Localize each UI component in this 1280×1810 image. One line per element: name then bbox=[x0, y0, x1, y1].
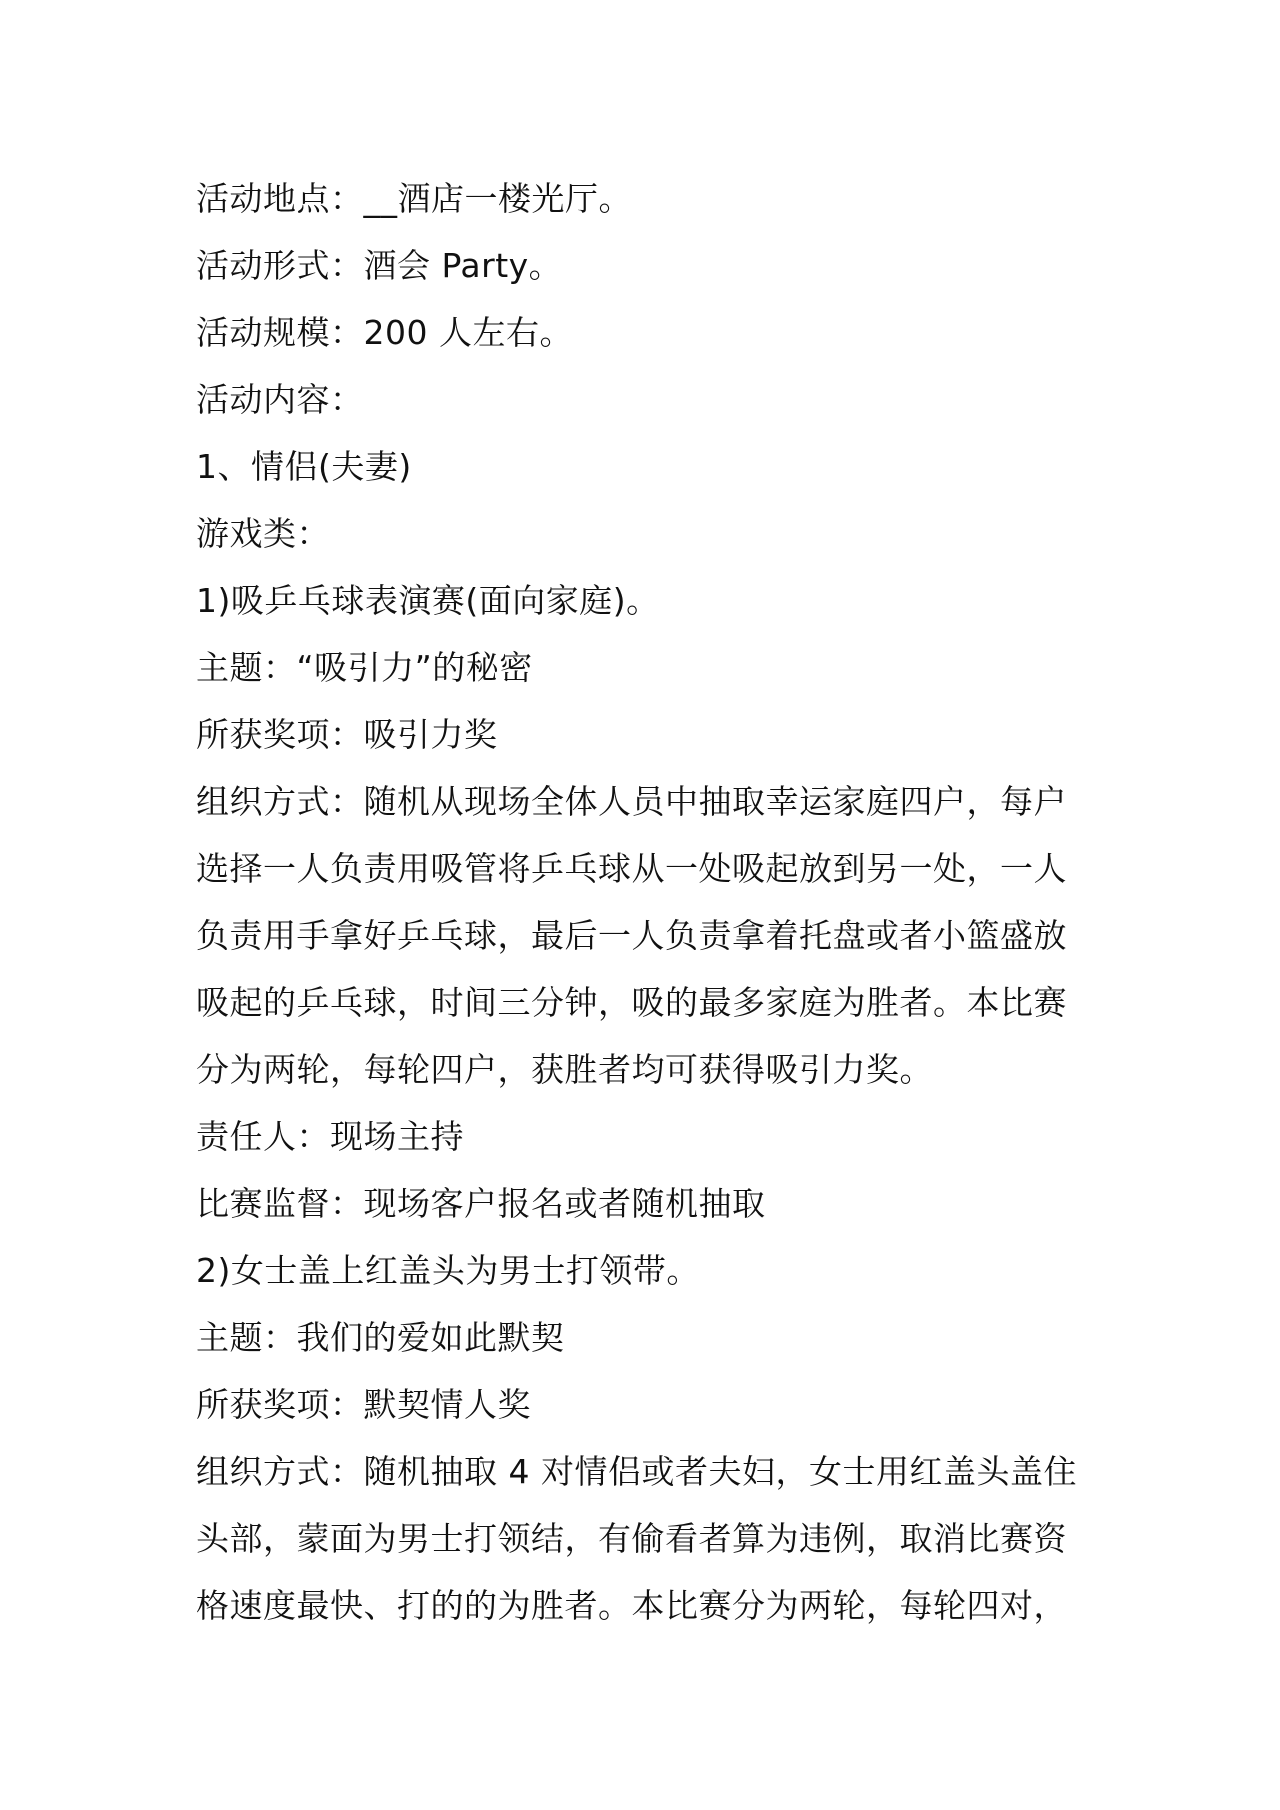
game-1-method-line: 吸起的乒乓球，时间三分钟，吸的最多家庭为胜者。本比赛 bbox=[196, 983, 1067, 1022]
game-1-method-line: 组织方式：随机从现场全体人员中抽取幸运家庭四户，每户 bbox=[196, 782, 1067, 821]
scale-line: 活动规模：200 人左右。 bbox=[196, 313, 573, 352]
game-1-method-line: 选择一人负责用吸管将乒乓球从一处吸起放到另一处，一人 bbox=[196, 849, 1067, 888]
game-1-theme: 主题：“吸引力”的秘密 bbox=[196, 648, 533, 687]
content-heading: 活动内容： bbox=[196, 380, 364, 419]
games-heading: 游戏类： bbox=[196, 514, 330, 553]
game-2-theme: 主题：我们的爱如此默契 bbox=[196, 1318, 565, 1357]
game-2-method-line: 格速度最快、打的的为胜者。本比赛分为两轮，每轮四对， bbox=[196, 1586, 1067, 1625]
game-1-method-line: 负责用手拿好乒乓球，最后一人负责拿着托盘或者小篮盛放 bbox=[196, 916, 1067, 955]
game-2-method-line: 组织方式：随机抽取 4 对情侣或者夫妇，女士用红盖头盖住 bbox=[196, 1452, 1077, 1491]
game-1-responsible: 责任人：现场主持 bbox=[196, 1117, 464, 1156]
game-2-method-line: 头部，蒙面为男士打领结，有偷看者算为违例，取消比赛资 bbox=[196, 1519, 1067, 1558]
format-line: 活动形式：酒会 Party。 bbox=[196, 246, 563, 285]
game-2-title: 2)女士盖上红盖头为男士打领带。 bbox=[196, 1251, 700, 1290]
document-body bbox=[196, 165, 1096, 1639]
section-couples-heading: 1、情侣(夫妻) bbox=[196, 447, 412, 486]
game-1-method-line: 分为两轮，每轮四户，获胜者均可获得吸引力奖。 bbox=[196, 1050, 933, 1089]
game-1-award: 所获奖项：吸引力奖 bbox=[196, 715, 498, 754]
game-2-award: 所获奖项：默契情人奖 bbox=[196, 1385, 531, 1424]
game-1-title: 1)吸乒乓球表演赛(面向家庭)。 bbox=[196, 581, 660, 620]
venue-line: 活动地点：__酒店一楼光厅。 bbox=[196, 179, 632, 218]
game-1-supervision: 比赛监督：现场客户报名或者随机抽取 bbox=[196, 1184, 766, 1223]
